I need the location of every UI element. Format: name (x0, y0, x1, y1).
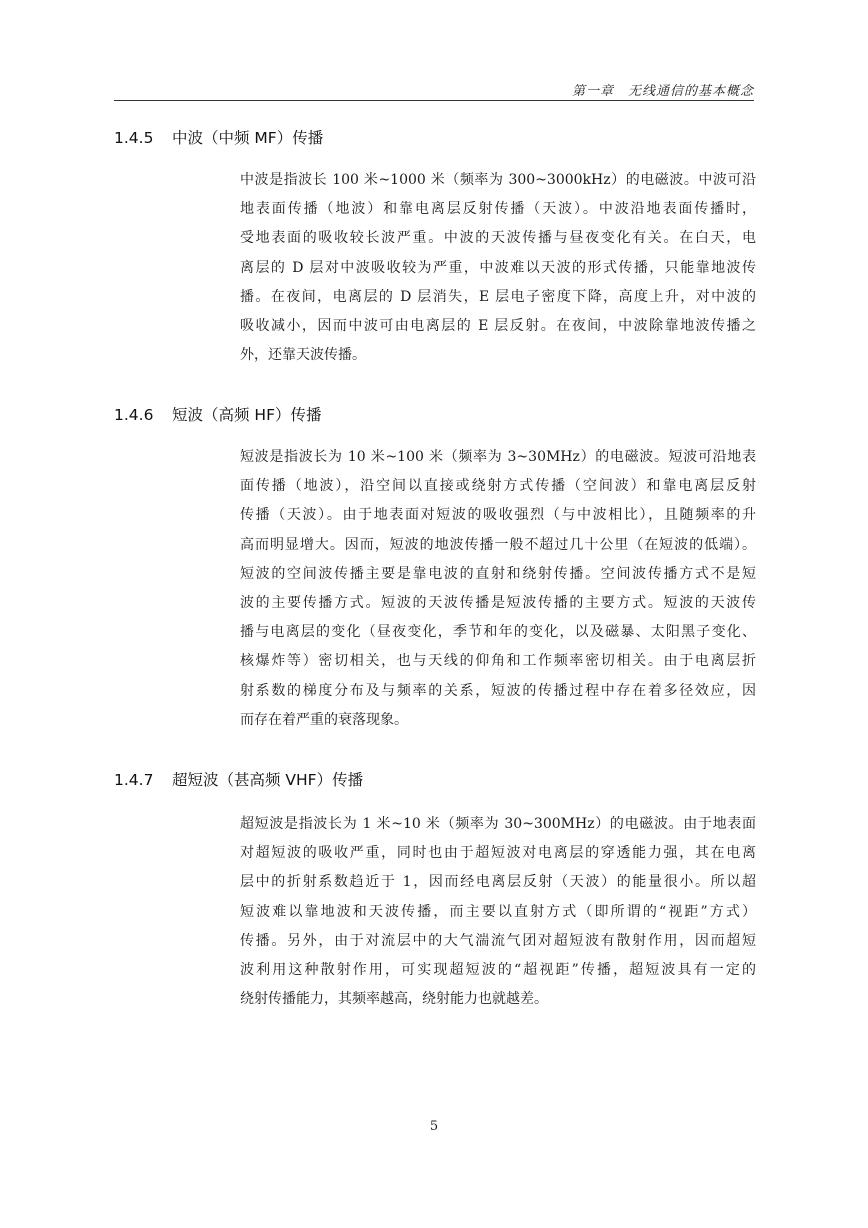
section-title: 超短波（甚高频 VHF）传播 (172, 771, 364, 789)
section-paragraph-1-4-5 (240, 166, 756, 370)
section-heading-1-4-6 (114, 403, 322, 425)
paragraph-line: 播。在夜间，电离层的 D 层消失，E 层电子密度下降，高度上升，对中波的 (240, 288, 756, 305)
paragraph-line: 离层的 D 层对中波吸收较为严重，中波难以天波的形式传播，只能靠地波传 (240, 259, 756, 276)
paragraph-line: 核爆炸等）密切相关，也与天线的仰角和工作频率密切相关。由于电离层折 (240, 653, 756, 670)
section-title: 短波（高频 HF）传播 (172, 406, 322, 424)
paragraph-line: 中波是指波长 100 米~1000 米（频率为 300~3000kHz）的电磁波。中波可沿 (240, 172, 756, 188)
paragraph-line: 波的主要传播方式。短波的天波传播是短波传播的主要方式。短波的天波传 (240, 595, 756, 612)
paragraph-line: 地表面传播（地波）和靠电离层反射传播（天波）。中波沿地表面传播时， (240, 201, 756, 218)
running-header: 第一章 无线通信的基本概念 (571, 84, 754, 99)
paragraph-line: 外，还靠天波传播。 (240, 347, 366, 364)
page-number: 5 (429, 1119, 439, 1134)
paragraph-line: 传播。另外，由于对流层中的大气湍流气团对超短波有散射作用，因而超短 (240, 932, 756, 949)
section-number: 1.4.5 (114, 129, 154, 147)
paragraph-line: 吸收减小，因而中波可由电离层的 E 层反射。在夜间，中波除靠地波传播之 (240, 318, 756, 335)
paragraph-line: 受地表面的吸收较长波严重。中波的天波传播与昼夜变化有关。在白天，电 (240, 230, 756, 247)
paragraph-line: 超短波是指波长为 1 米~10 米（频率为 30~300MHz）的电磁波。由于地表面 (240, 816, 756, 832)
paragraph-line: 而存在着严重的衰落现象。 (240, 711, 408, 728)
paragraph-line: 短波是指波长为 10 米~100 米（频率为 3~30MHz）的电磁波。短波可沿地表 (240, 449, 756, 465)
section-number: 1.4.7 (114, 771, 154, 789)
paragraph-line: 短波难以靠地波和天波传播，而主要以直射方式（即所谓的“视距”方式） (240, 903, 756, 920)
paragraph-line: 播与电离层的变化（昼夜变化，季节和年的变化，以及磁暴、太阳黑子变化、 (240, 624, 756, 641)
paragraph-line: 层中的折射系数趋近于 1，因而经电离层反射（天波）的能量很小。所以超 (240, 874, 756, 891)
section-paragraph-1-4-7 (240, 810, 756, 1014)
paragraph-line: 波利用这种散射作用，可实现超短波的“超视距”传播，超短波具有一定的 (240, 962, 756, 979)
paragraph-line: 对超短波的吸收严重，同时也由于超短波对电离层的穿透能力强，其在电离 (240, 845, 756, 862)
section-heading-1-4-5 (114, 126, 323, 148)
section-number: 1.4.6 (114, 406, 154, 424)
paragraph-line: 面传播（地波），沿空间以直接或绕射方式传播（空间波）和靠电离层反射 (240, 478, 756, 495)
section-paragraph-1-4-6 (240, 443, 756, 735)
paragraph-line: 短波的空间波传播主要是靠电波的直射和绕射传播。空间波传播方式不是短 (240, 565, 756, 582)
paragraph-line: 绕射传播能力，其频率越高，绕射能力也就越差。 (240, 991, 548, 1008)
paragraph-line: 高而明显增大。因而，短波的地波传播一般不超过几十公里（在短波的低端）。 (240, 536, 756, 553)
section-title: 中波（中频 MF）传播 (172, 129, 324, 147)
header-rule (114, 100, 754, 101)
paragraph-line: 射系数的梯度分布及与频率的关系，短波的传播过程中存在着多径效应，因 (240, 682, 756, 699)
paragraph-line: 传播（天波）。由于地表面对短波的吸收强烈（与中波相比），且随频率的升 (240, 507, 756, 524)
section-heading-1-4-7 (114, 768, 363, 790)
